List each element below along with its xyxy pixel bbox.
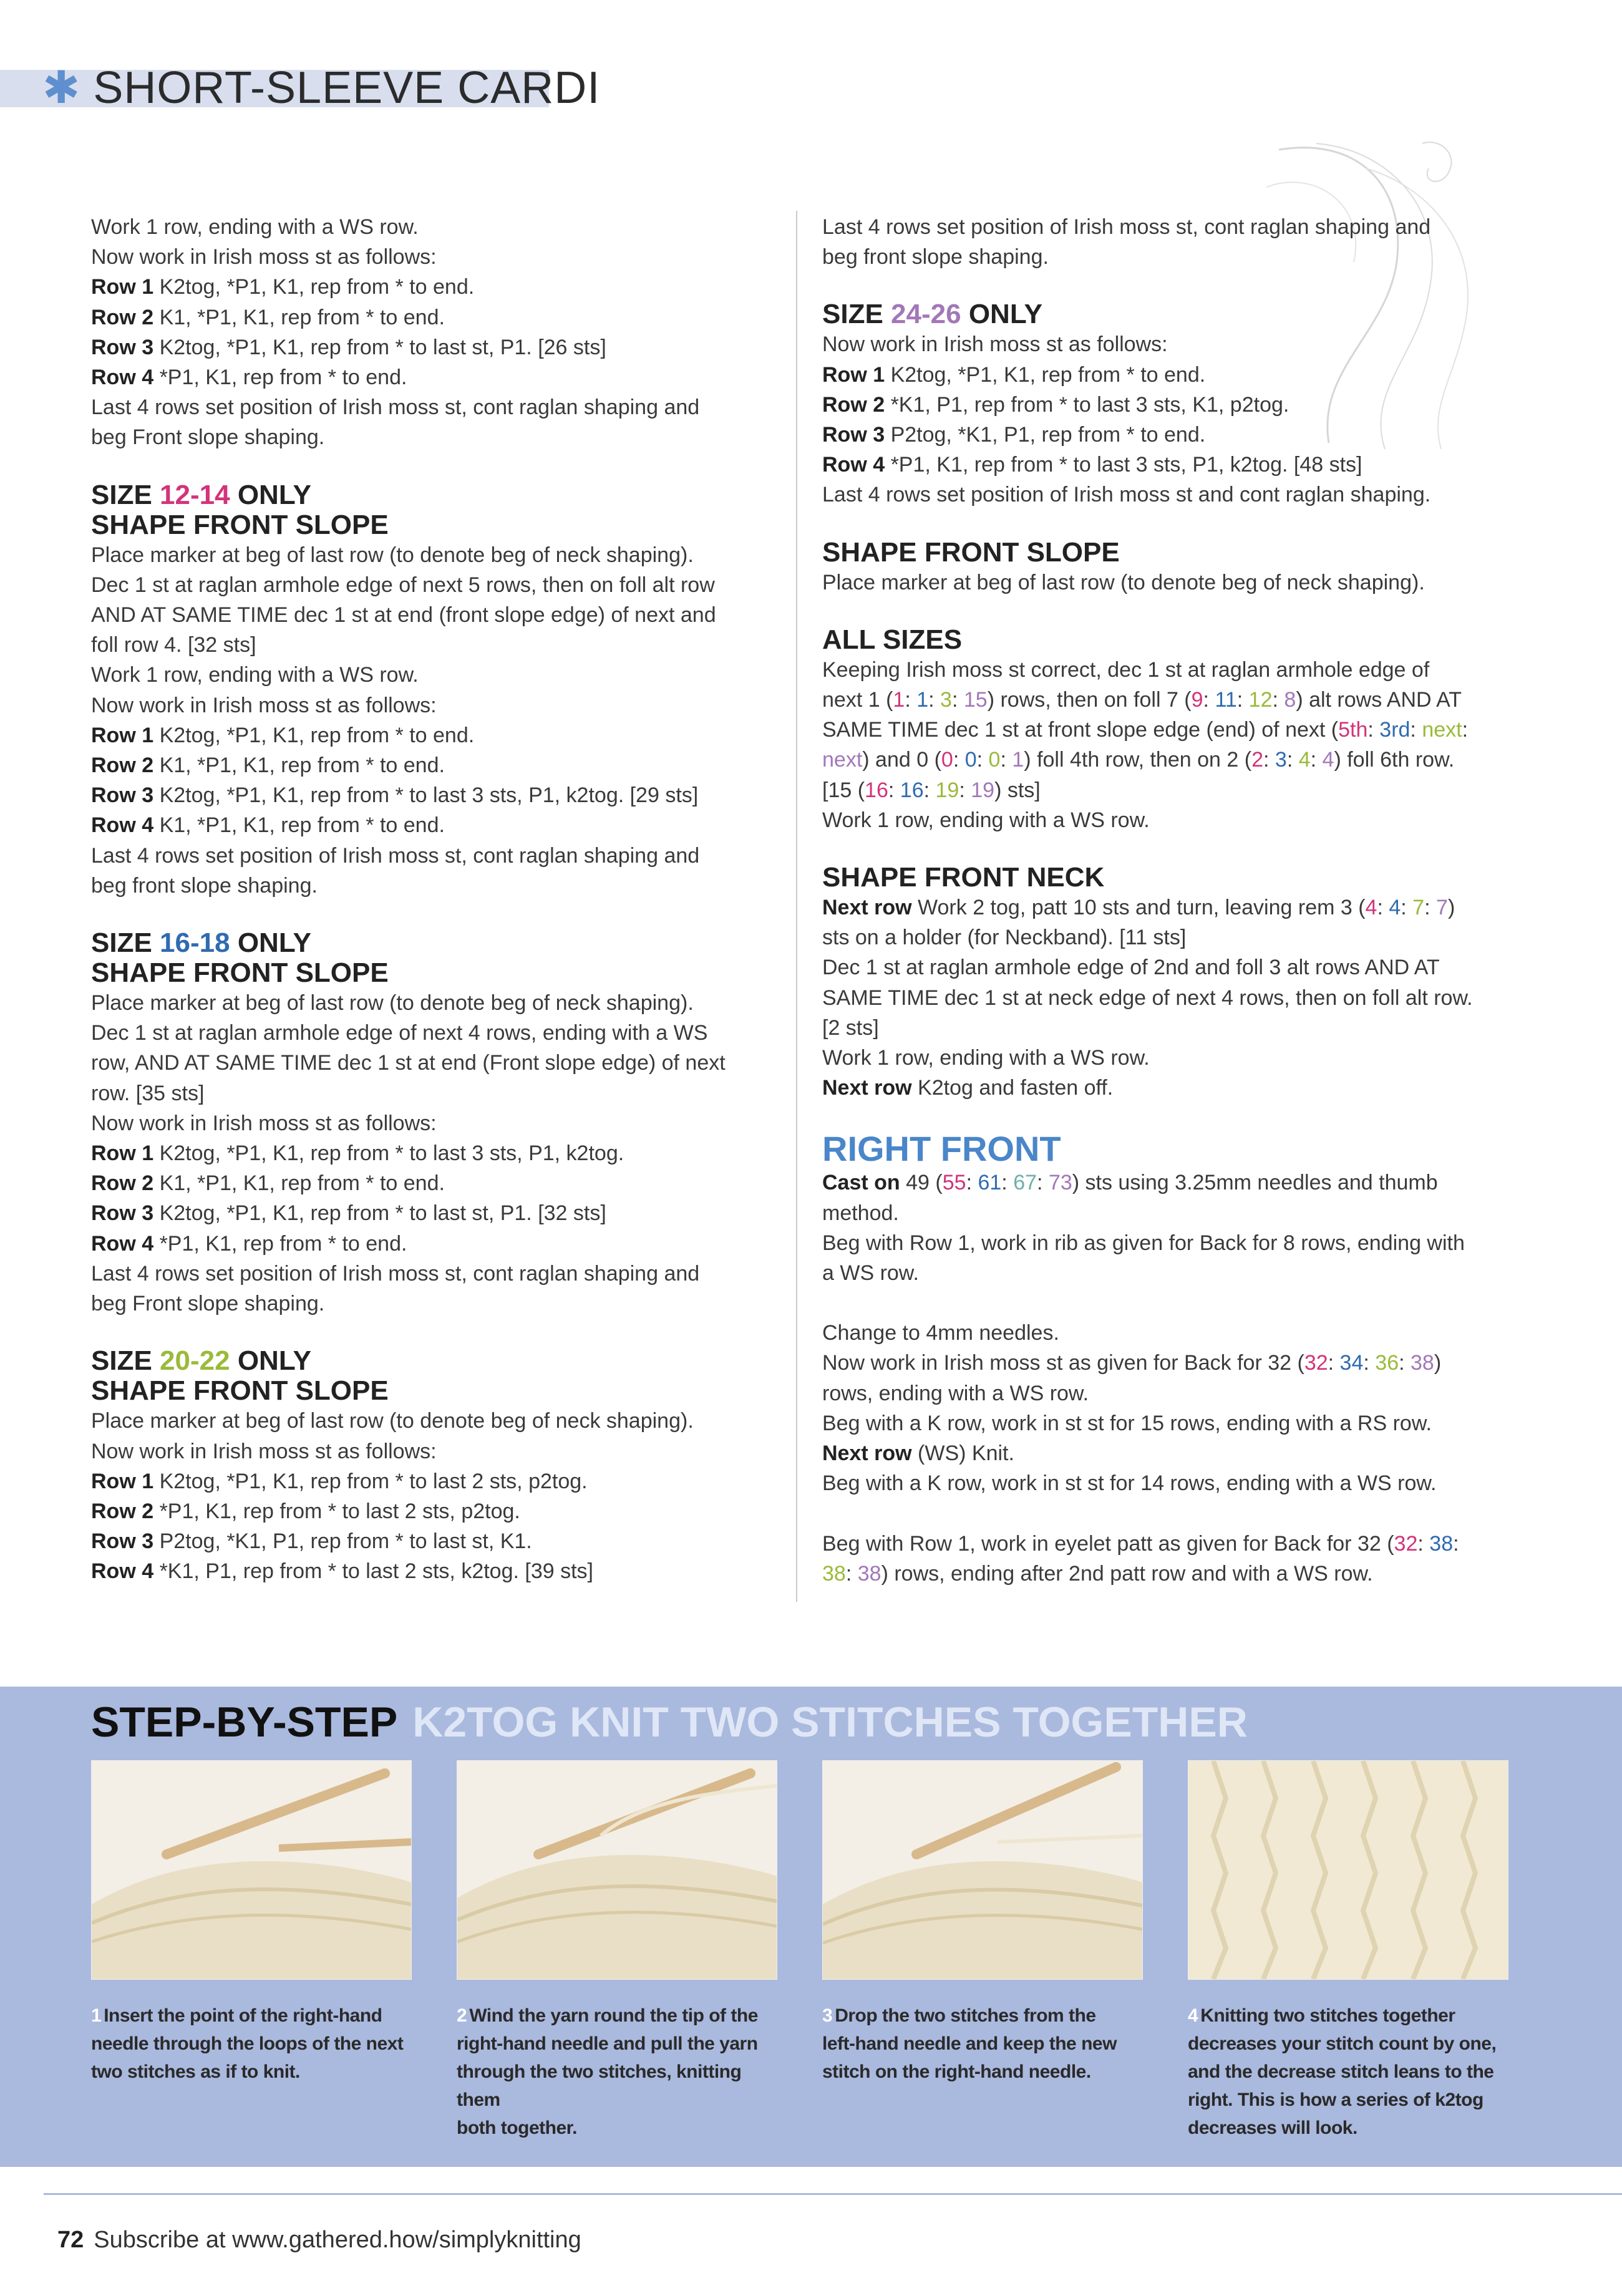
text-line: Dec 1 st at raglan armhole edge of next 5 rows, then on foll alt row xyxy=(91,573,715,597)
text-line: Last 4 rows set position of Irish moss st, cont raglan shaping and xyxy=(91,1261,700,1286)
text-line: Beg with Row 1, work in rib as given for Back for 8 rows, ending with xyxy=(822,1231,1465,1255)
step-3-photo xyxy=(822,1760,1143,1980)
text-line: Work 1 row, ending with a WS row. xyxy=(822,1046,1150,1070)
size-20-22-section xyxy=(91,1346,771,1586)
text-line: Keeping Irish moss st correct, dec 1 st at raglan armhole edge of xyxy=(822,657,1430,682)
section-heading: SIZE 24-26 ONLY xyxy=(822,299,1042,330)
text-line: Beg with Row 1, work in eyelet patt as given for Back for 32 (32: 38: xyxy=(822,1531,1459,1556)
text-line: sts on a holder (for Neckband). [11 sts] xyxy=(822,926,1187,950)
text-line: Work 1 row, ending with a WS row. xyxy=(91,663,419,687)
text-line: method. xyxy=(822,1201,899,1225)
row-instruction: Row 1 K2tog, *P1, K1, rep from * to end. xyxy=(91,275,475,299)
text-line: beg front slope shaping. xyxy=(822,245,1049,269)
text-line: Last 4 rows set position of Irish moss st and cont raglan shaping. xyxy=(822,483,1431,507)
row-instruction: Row 3 P2tog, *K1, P1, rep from * to end. xyxy=(822,423,1206,447)
step-caption: 3 Drop the two stitches from the left-hand needle and keep the new stitch on the right-hand needle. xyxy=(822,2005,1117,2082)
text-line: [15 (16: 16: 19: 19) sts] xyxy=(822,778,1041,802)
text-line: Now work in Irish moss st as follows: xyxy=(822,332,1168,357)
text-line: Now work in Irish moss st as follows: xyxy=(91,1111,437,1135)
row-instruction: Row 3 K2tog, *P1, K1, rep from * to last 3 sts, P1, k2tog. [29 sts] xyxy=(91,783,699,808)
section-heading: SIZE 16-18 ONLY xyxy=(91,928,311,959)
subscribe-link[interactable]: Subscribe at www.gathered.how/simplyknitting xyxy=(94,2227,581,2253)
section-subheading: SHAPE FRONT SLOPE xyxy=(91,957,389,989)
row-instruction: Row 1 K2tog, *P1, K1, rep from * to end. xyxy=(822,362,1206,387)
size-16-18-section xyxy=(91,928,771,1319)
row-instruction: Row 2 K1, *P1, K1, rep from * to end. xyxy=(91,753,445,778)
text-line: Last 4 rows set position of Irish moss st, cont raglan shaping and xyxy=(91,843,700,868)
row-instruction: Row 2 *K1, P1, rep from * to last 3 sts, K1, p2tog. xyxy=(822,392,1289,417)
text-line: SAME TIME dec 1 st at neck edge of next 4 rows, then on foll alt row. xyxy=(822,986,1473,1010)
text-line: Last 4 rows set position of Irish moss st, cont raglan shaping and xyxy=(822,215,1431,239)
text-line: next) and 0 (0: 0: 0: 1) foll 4th row, then on 2 (2: 3: 4: 4) foll 6th row. xyxy=(822,748,1455,772)
step-caption: 1 Insert the point of the right-hand needle through the loops of the next two stitches as if to knit. xyxy=(91,2005,404,2082)
step-3 xyxy=(822,1760,1142,2086)
step-2 xyxy=(457,1760,776,2142)
text-line: Work 1 row, ending with a WS row. xyxy=(91,215,419,239)
section-subheading: SHAPE FRONT SLOPE xyxy=(91,509,389,540)
row-instruction: Row 3 K2tog, *P1, K1, rep from * to last st, P1. [26 sts] xyxy=(91,335,606,359)
text-line: beg Front slope shaping. xyxy=(91,1292,325,1316)
row-instruction: Next row K2tog and fasten off. xyxy=(822,1076,1114,1100)
step-caption: 2 Wind the yarn round the tip of the right-hand needle and pull the yarn through the two stitches, knitting them both together. xyxy=(457,2005,758,2138)
row-instruction: Next row Work 2 tog, patt 10 sts and turn, leaving rem 3 (4: 4: 7: 7) xyxy=(822,896,1455,920)
text-line: Beg with a K row, work in st st for 15 rows, ending with a RS row. xyxy=(822,1411,1432,1435)
text-line: beg front slope shaping. xyxy=(91,873,318,898)
text-line: Now work in Irish moss st as follows: xyxy=(91,693,437,717)
row-instruction: Row 4 *P1, K1, rep from * to last 3 sts, P1, k2tog. [48 sts] xyxy=(822,453,1362,477)
section-title: RIGHT FRONT xyxy=(822,1129,1061,1169)
row-instruction: Row 4 *K1, P1, rep from * to last 2 sts, k2tog. [39 sts] xyxy=(91,1559,593,1584)
text-line: Change to 4mm needles. xyxy=(822,1321,1059,1345)
footer xyxy=(57,2227,581,2254)
text-line: a WS row. xyxy=(822,1261,919,1286)
step-2-photo xyxy=(457,1760,777,1980)
shape-front-neck-section xyxy=(822,863,1521,1103)
text-line: foll row 4. [32 sts] xyxy=(91,633,256,657)
row-instruction: Row 2 *P1, K1, rep from * to last 2 sts, p2tog. xyxy=(91,1499,520,1523)
text-line: row. [35 sts] xyxy=(91,1081,205,1105)
step-1-photo xyxy=(91,1760,412,1980)
text-line: Place marker at beg of last row (to denote beg of neck shaping). xyxy=(91,1409,694,1433)
shape-front-slope-section xyxy=(822,538,1521,598)
section-heading: SIZE 12-14 ONLY xyxy=(91,479,311,510)
text-line: Beg with a K row, work in st st for 14 rows, ending with a WS row. xyxy=(822,1471,1437,1496)
asterisk-icon: ✱ xyxy=(42,63,81,113)
page-number: 72 xyxy=(57,2227,84,2253)
text-line: SAME TIME dec 1 st at front slope edge (end) of next (5th: 3rd: next: xyxy=(822,718,1469,742)
page-title-text: SHORT-SLEEVE CARDI xyxy=(93,63,601,113)
step-1 xyxy=(91,1760,410,2086)
section-subheading: SHAPE FRONT SLOPE xyxy=(91,1375,389,1407)
step-by-step-title: STEP-BY-STEP K2TOG KNIT TWO STITCHES TOGETHER xyxy=(91,1698,1248,1746)
text-line: Place marker at beg of last row (to denote beg of neck shaping). xyxy=(822,570,1425,594)
text-line: Last 4 rows set position of Irish moss st, cont raglan shaping and xyxy=(91,395,700,420)
text-line: Dec 1 st at raglan armhole edge of 2nd and foll 3 alt rows AND AT xyxy=(822,956,1440,980)
all-sizes-section xyxy=(822,625,1521,835)
row-instruction: Row 2 K1, *P1, K1, rep from * to end. xyxy=(91,1171,445,1196)
intro-block xyxy=(91,212,771,453)
text-line: row, AND AT SAME TIME dec 1 st at end (Front slope edge) of next xyxy=(91,1051,726,1075)
text-line: Dec 1 st at raglan armhole edge of next 4 rows, ending with a WS xyxy=(91,1021,708,1045)
row-instruction: Row 1 K2tog, *P1, K1, rep from * to end. xyxy=(91,723,475,747)
text-line: Now work in Irish moss st as follows: xyxy=(91,245,437,269)
step-4 xyxy=(1188,1760,1507,2142)
text-line: 38: 38) rows, ending after 2nd patt row and with a WS row. xyxy=(822,1561,1373,1586)
row-instruction: Next row (WS) Knit. xyxy=(822,1441,1014,1466)
text-line: Place marker at beg of last row (to denote beg of neck shaping). xyxy=(91,543,694,567)
size-12-14-section xyxy=(91,480,771,901)
left-column xyxy=(91,212,771,1587)
size-24-26-section xyxy=(822,299,1521,510)
text-line: [2 sts] xyxy=(822,1015,879,1040)
text-line: Now work in Irish moss st as follows: xyxy=(91,1439,437,1463)
page-title xyxy=(42,61,600,114)
row-instruction: Cast on 49 (55: 61: 67: 73) sts using 3.25mm needles and thumb xyxy=(822,1171,1438,1195)
row-instruction: Row 3 P2tog, *K1, P1, rep from * to last st, K1. xyxy=(91,1529,532,1554)
text-line: Work 1 row, ending with a WS row. xyxy=(822,808,1150,832)
text-line: rows, ending with a WS row. xyxy=(822,1381,1089,1405)
text-line: Now work in Irish moss st as given for Back for 32 (32: 34: 36: 38) xyxy=(822,1351,1442,1375)
section-heading: SHAPE FRONT NECK xyxy=(822,862,1105,893)
row-instruction: Row 1 K2tog, *P1, K1, rep from * to last 3 sts, P1, k2tog. xyxy=(91,1141,624,1166)
section-heading: SIZE 20-22 ONLY xyxy=(91,1345,311,1377)
row-instruction: Row 4 *P1, K1, rep from * to end. xyxy=(91,1231,407,1256)
row-instruction: Row 4 K1, *P1, K1, rep from * to end. xyxy=(91,813,445,838)
step-caption: 4 Knitting two stitches together decreases your stitch count by one, and the decrease stitch leans to the right. This is how a series of k2tog decreases will look. xyxy=(1188,2005,1497,2138)
section-heading: SHAPE FRONT SLOPE xyxy=(822,536,1120,568)
step-4-photo xyxy=(1188,1760,1508,1980)
row-instruction: Row 1 K2tog, *P1, K1, rep from * to last 2 sts, p2tog. xyxy=(91,1469,588,1493)
text-line: next 1 (1: 1: 3: 15) rows, then on foll 7 (9: 11: 12: 8) alt rows AND AT xyxy=(822,688,1462,712)
text-line: Place marker at beg of last row (to denote beg of neck shaping). xyxy=(91,991,694,1015)
right-front-section xyxy=(822,1130,1521,1588)
right-column xyxy=(822,212,1521,1589)
text-line: AND AT SAME TIME dec 1 st at end (front slope edge) of next and xyxy=(91,603,716,627)
row-instruction: Row 2 K1, *P1, K1, rep from * to end. xyxy=(91,305,445,329)
row-instruction: Row 3 K2tog, *P1, K1, rep from * to last st, P1. [32 sts] xyxy=(91,1201,606,1226)
section-heading: ALL SIZES xyxy=(822,624,963,655)
row-instruction: Row 4 *P1, K1, rep from * to end. xyxy=(91,366,407,390)
text-line: beg Front slope shaping. xyxy=(91,425,325,450)
footer-divider xyxy=(44,2193,1622,2195)
column-divider xyxy=(796,211,797,1602)
